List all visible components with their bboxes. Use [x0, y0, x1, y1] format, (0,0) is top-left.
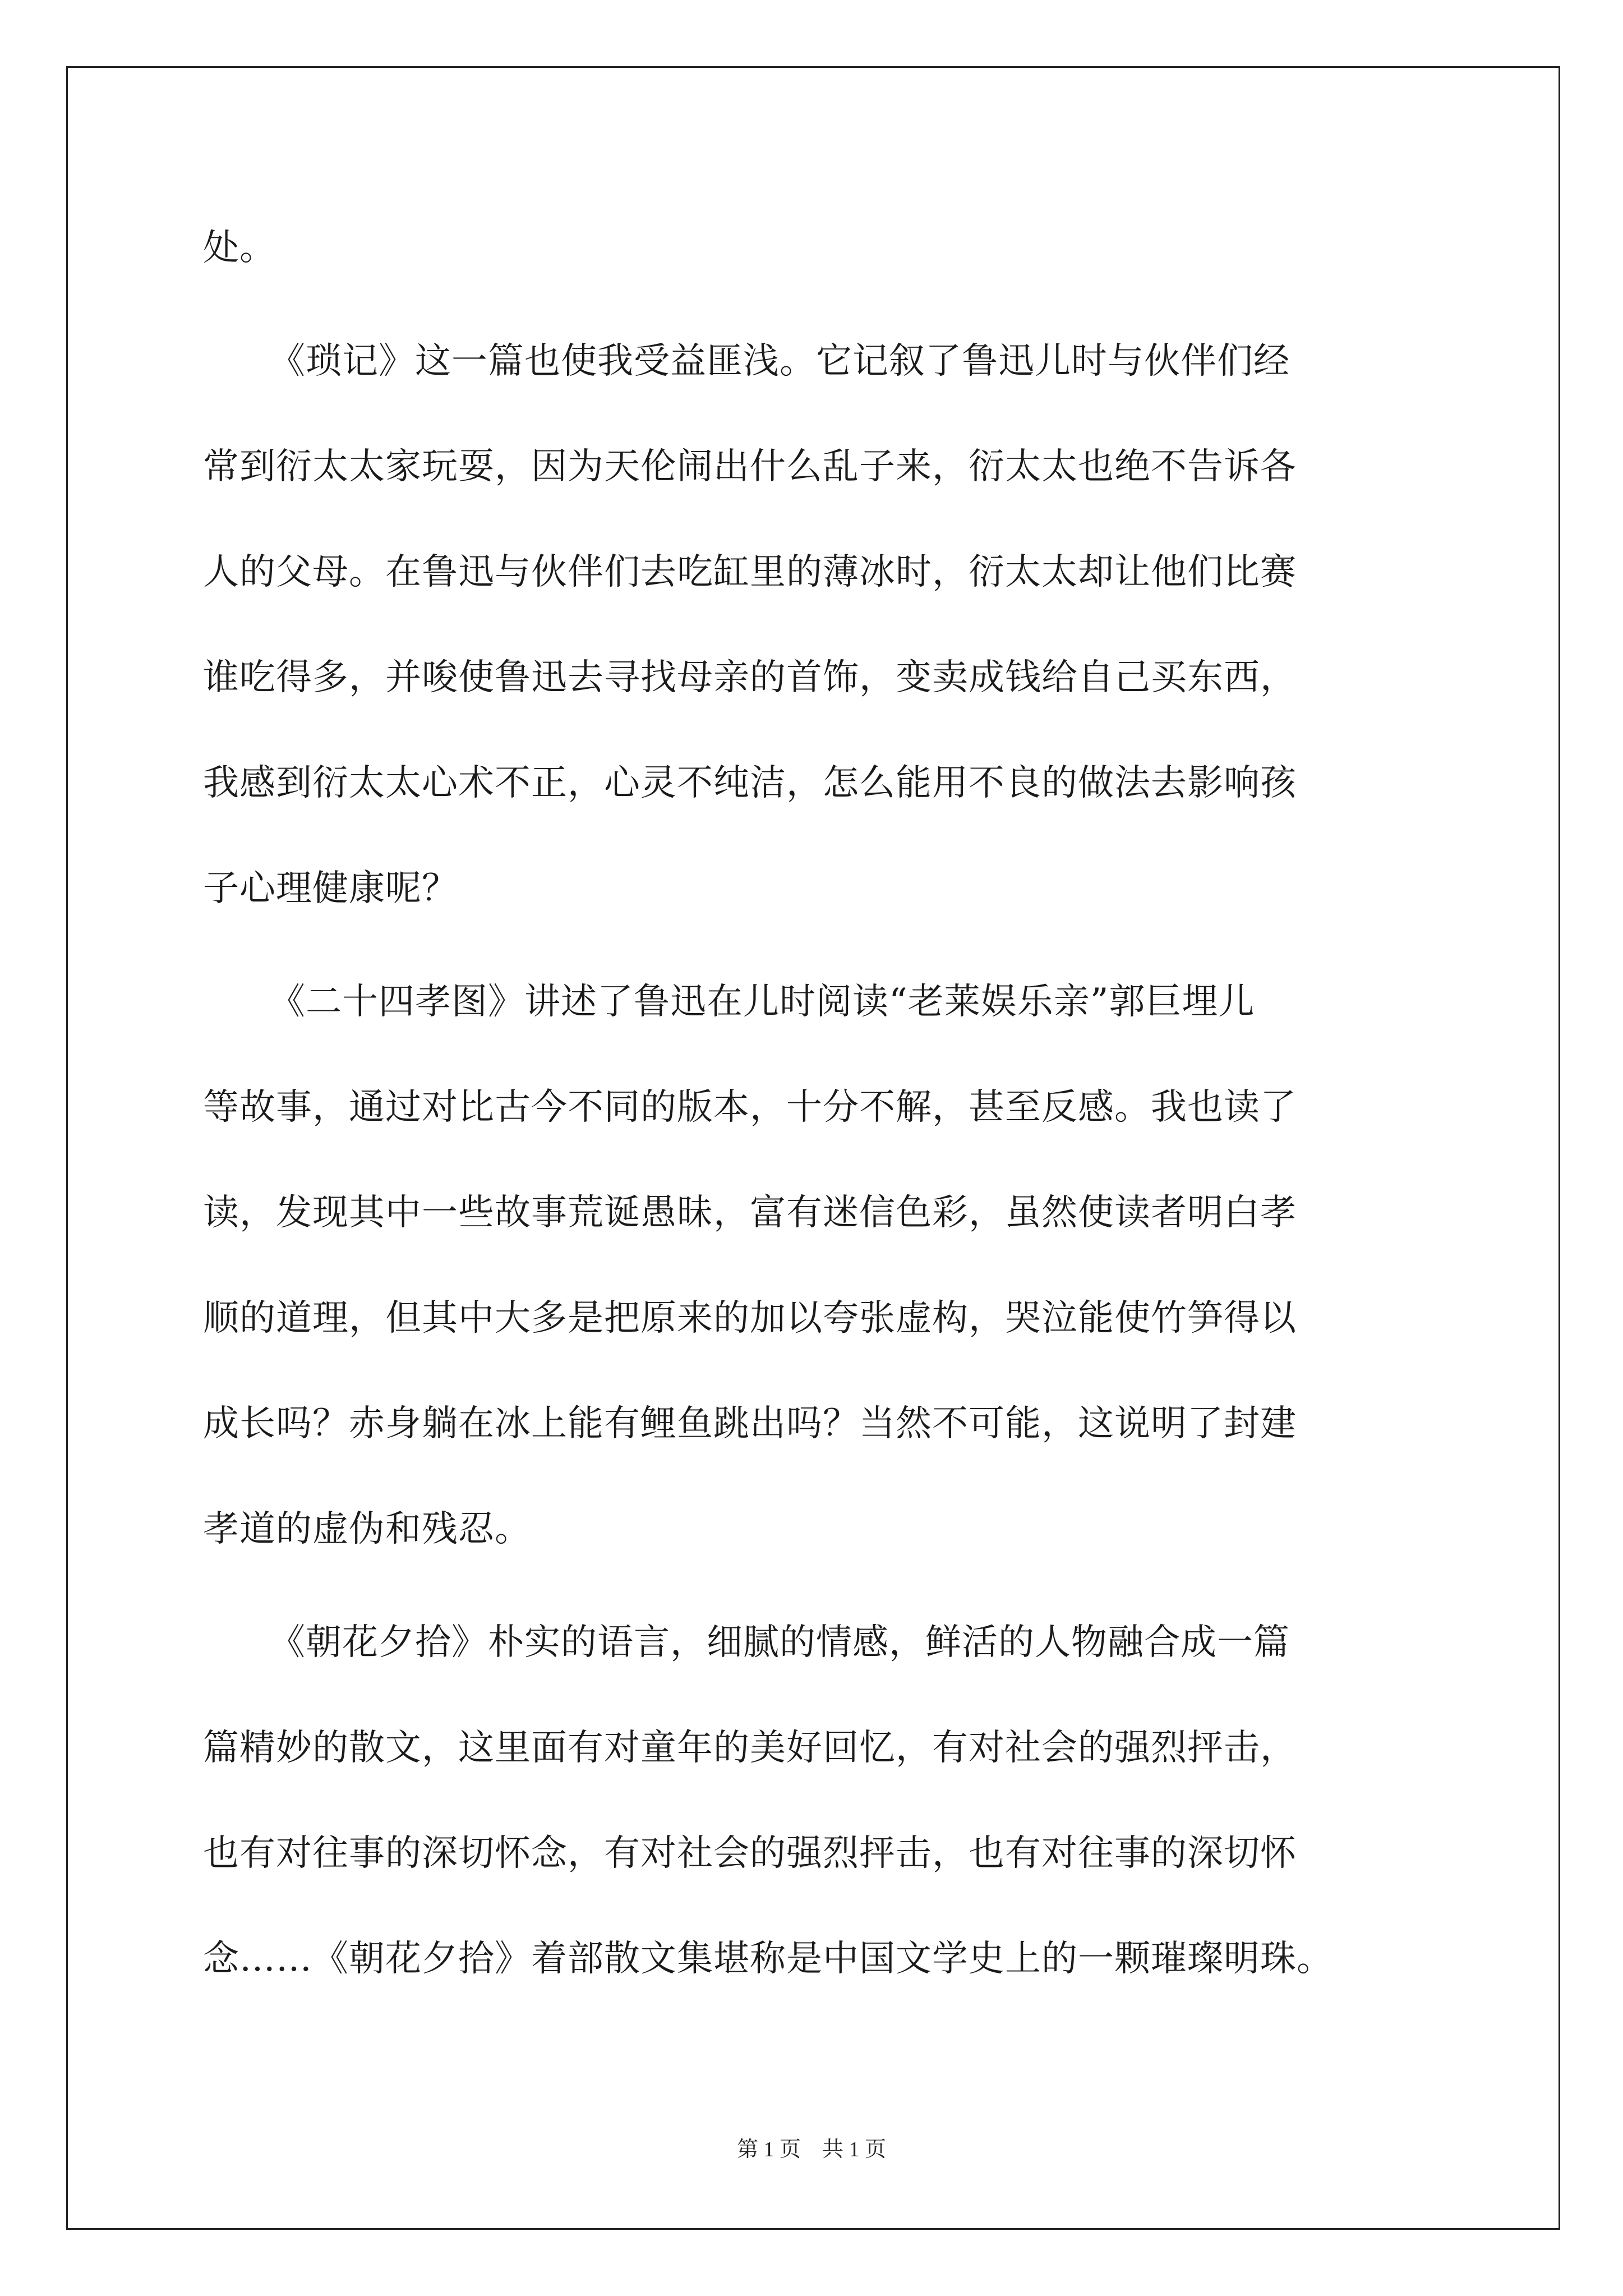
- body-line: 成长吗？赤身躺在冰上能有鲤鱼跳出吗？当然不可能，这说明了封建: [203, 1403, 1297, 1444]
- body-line: 处。: [203, 227, 276, 269]
- body-line: 人的父母。在鲁迅与伙伴们去吃缸里的薄冰时，衍太太却让他们比赛: [203, 551, 1297, 593]
- body-line: 等故事，通过对比古今不同的版本，十分不解，甚至反感。我也读了: [203, 1087, 1297, 1128]
- body-line: 也有对往事的深切怀念，有对社会的强烈抨击，也有对往事的深切怀: [203, 1833, 1297, 1874]
- body-line: 我感到衍太太心术不正，心灵不纯洁，怎么能用不良的做法去影响孩: [203, 762, 1297, 804]
- body-line: 顺的道理，但其中大多是把原来的加以夸张虚构，哭泣能使竹笋得以: [203, 1297, 1297, 1339]
- body-line: 孝道的虚伪和残忍。: [203, 1508, 531, 1550]
- body-line: 念……《朝花夕拾》着部散文集堪称是中国文学史上的一颗璀璨明珠。: [203, 1938, 1333, 1980]
- body-line: 子心理健康呢？: [203, 868, 458, 909]
- body-line: 读，发现其中一些故事荒诞愚昧，富有迷信色彩，虽然使读者明白孝: [203, 1192, 1297, 1234]
- body-line: 谁吃得多，并唆使鲁迅去寻找母亲的首饰，变卖成钱给自己买东西，: [203, 657, 1297, 698]
- body-line: 常到衍太太家玩耍，因为天伦闹出什么乱子来，衍太太也绝不告诉各: [203, 446, 1297, 487]
- page-border: [66, 66, 1560, 2230]
- paragraph-start-line: 《琐记》这一篇也使我受益匪浅。它记叙了鲁迅儿时与伙伴们经: [269, 341, 1290, 382]
- paragraph-start-line: 《二十四孝图》讲述了鲁迅在儿时阅读“老莱娱乐亲”郭巨埋儿: [269, 981, 1255, 1023]
- page-number-footer: 第 1 页 共 1 页: [736, 2138, 886, 2161]
- body-line: 篇精妙的散文，这里面有对童年的美好回忆，有对社会的强烈抨击，: [203, 1727, 1297, 1769]
- paragraph-start-line: 《朝花夕拾》朴实的语言，细腻的情感，鲜活的人物融合成一篇: [269, 1622, 1290, 1663]
